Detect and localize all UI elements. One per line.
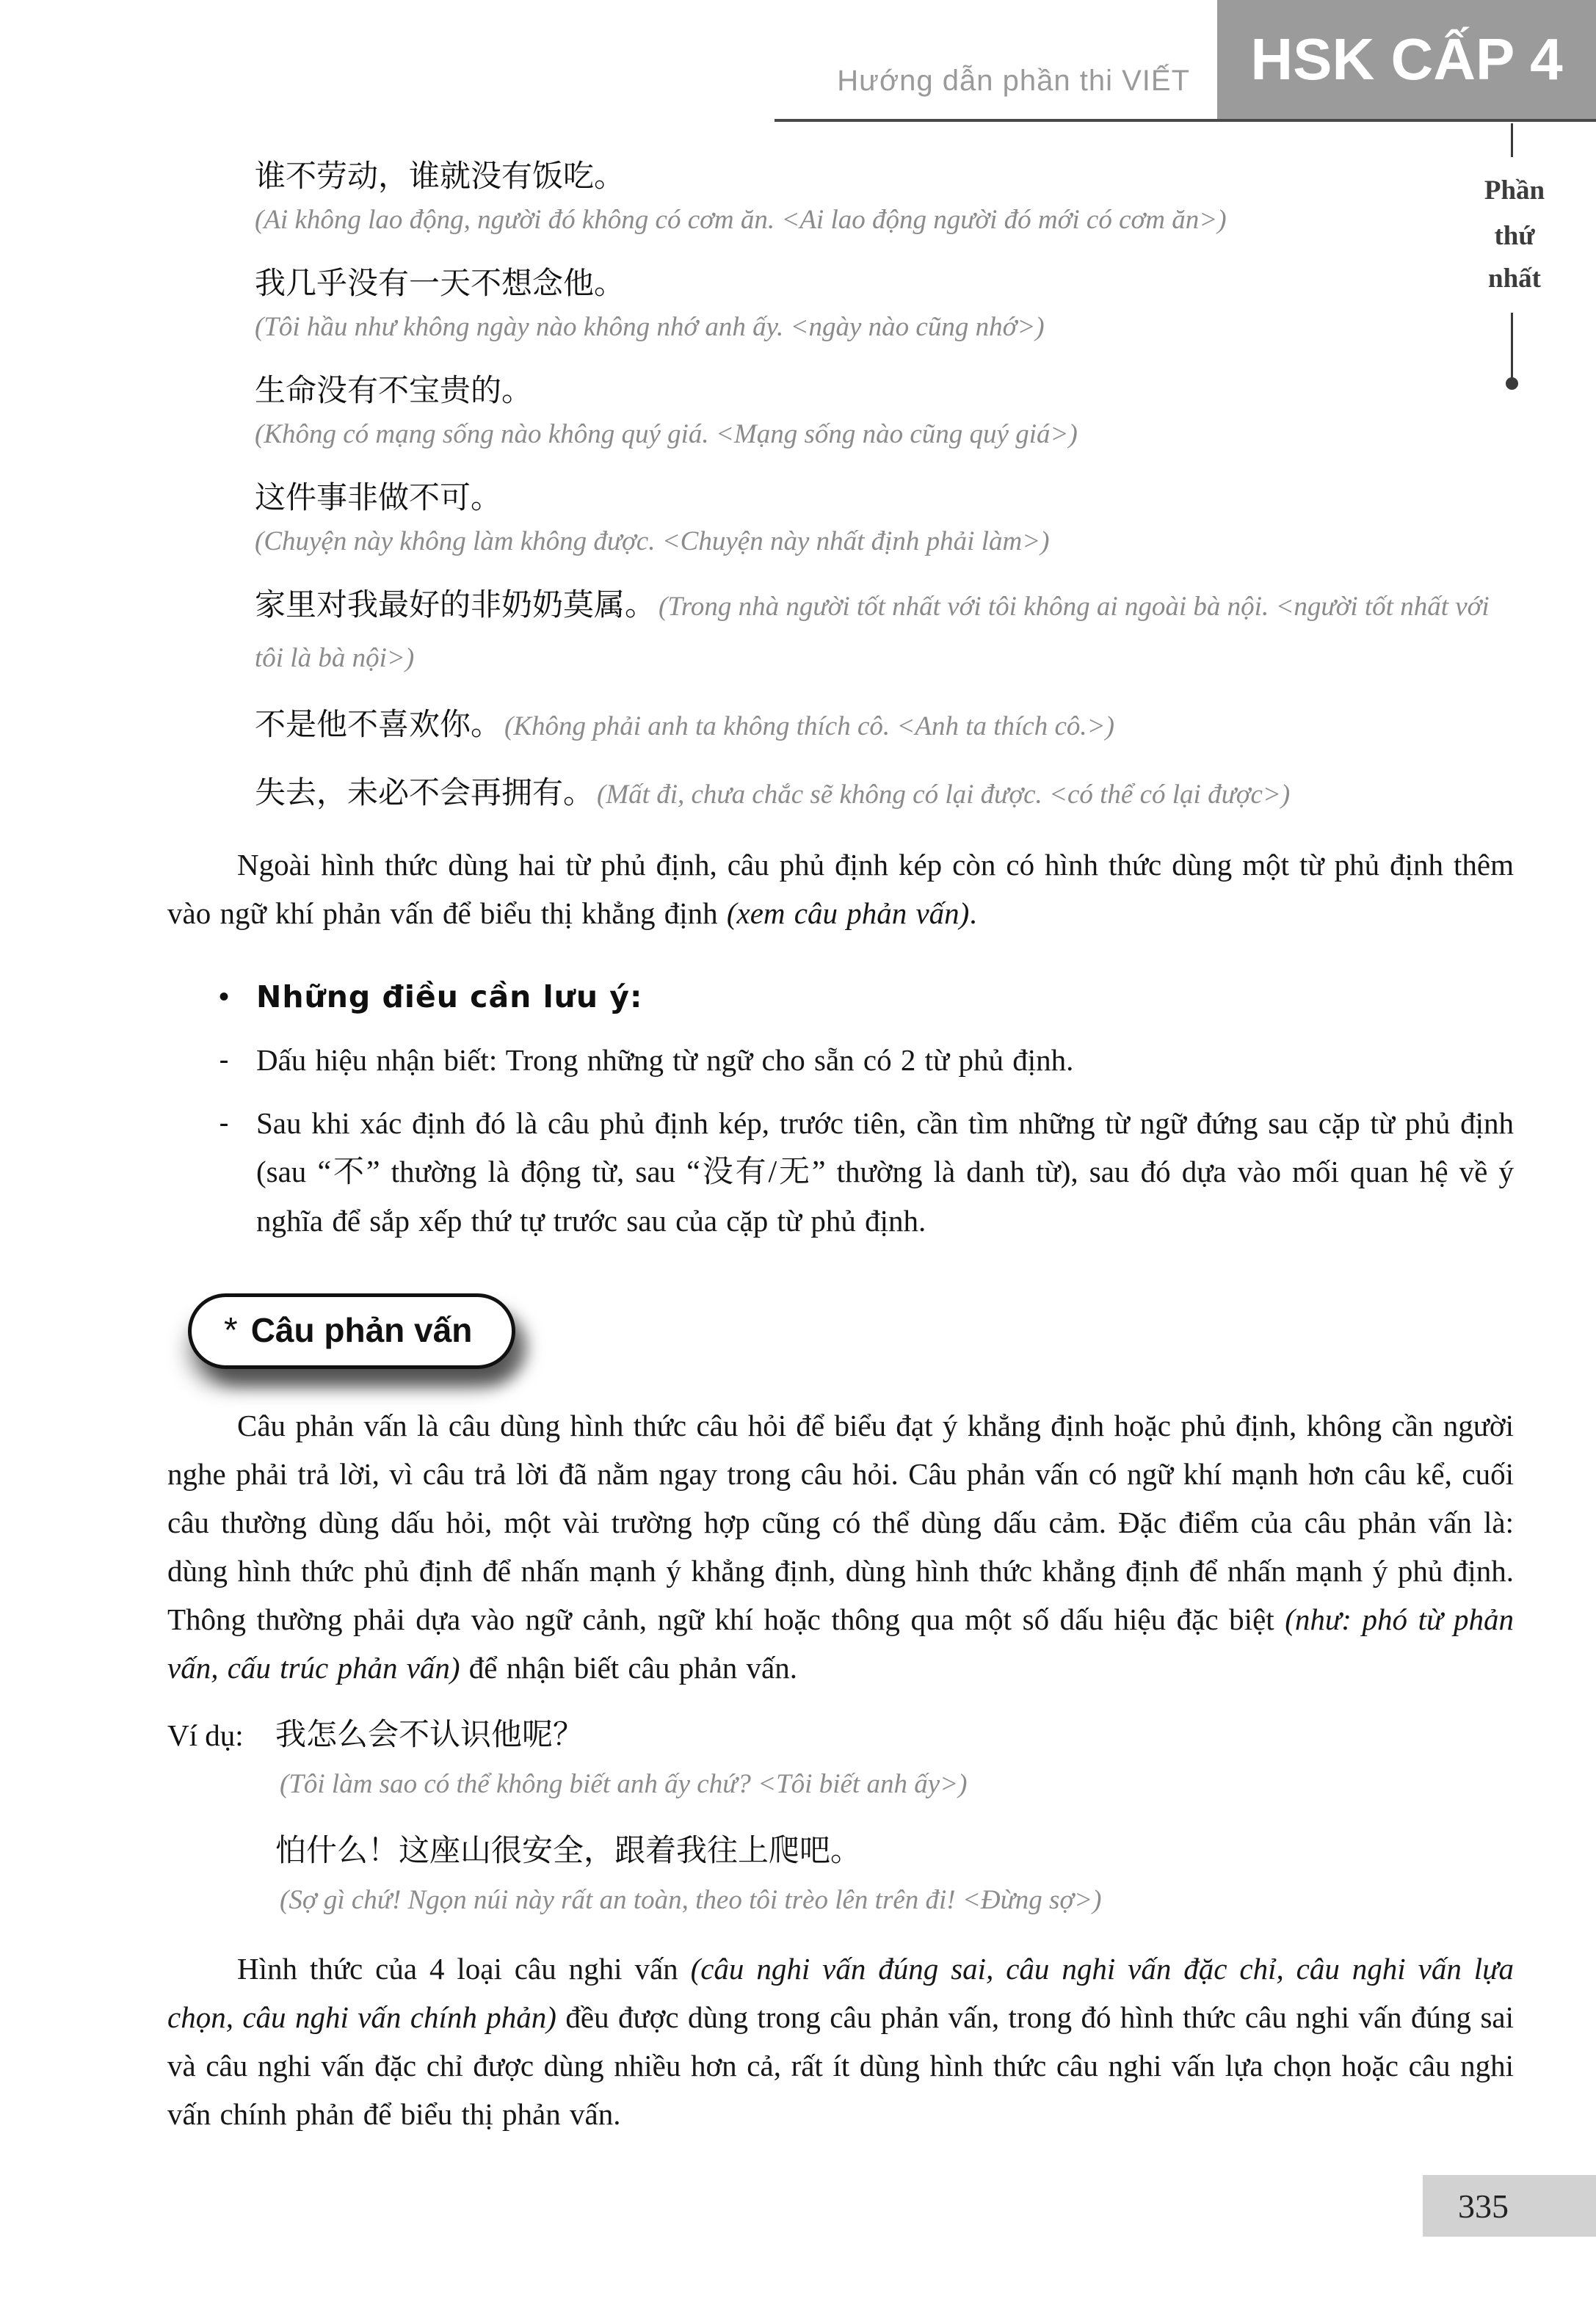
vietnamese-translation: (Tôi làm sao có thể không biết anh ấy chứ? <Tôi biết anh ấy>) — [280, 1769, 968, 1799]
sidebar-part-label: thứ — [1494, 221, 1535, 251]
note-text-part: thường là danh từ), sau đó dựa vào mối quan hệ về ý nghĩa để sắp xếp thứ tự trước sau của cặp từ phủ định. — [256, 1155, 1514, 1238]
paragraph-italic-note: (xem câu phản vấn) — [726, 896, 970, 930]
example-sentence — [255, 584, 1514, 688]
header-rule — [775, 119, 1596, 122]
section-title: Câu phản vấn — [250, 1311, 473, 1349]
sidebar-tick-line-top — [1511, 123, 1513, 157]
paragraph-italic-note: (như: phó từ phản vấn, cấu trúc phản vấn) — [167, 1602, 1514, 1685]
vietnamese-translation: (Ai không lao động, người đó không có cơm ăn. <Ai lao động người đó mới có cơm ăn>) — [255, 205, 1227, 235]
paragraph-text: Hình thức của 4 loại câu nghi vấn — [237, 1952, 691, 1986]
vidu-label: Ví dụ: — [167, 1718, 244, 1752]
paragraph-text: . — [969, 896, 977, 930]
bullet-icon: • — [218, 981, 229, 1013]
example-sentence — [255, 704, 1514, 756]
paragraph-text: để nhận biết câu phản vấn. — [460, 1651, 797, 1685]
chinese-term: “没有/无” — [686, 1155, 826, 1189]
chinese-sentence: 家里对我最好的非奶奶莫属。 — [255, 589, 656, 622]
chinese-sentence: 我怎么会不认识他呢？ — [275, 1718, 584, 1752]
paragraph-text: Câu phản vấn là câu dùng hình thức câu hỏi để biểu đạt ý khẳng định hoặc phủ định, không cần người nghe phải trả lời, vì câu trả lời đã nằm ngay trong câu hỏi. Câu phản vấn có ngữ khí mạnh hơn câu kể, cuối câu thường dùng dấu hỏi, một vài trường hợp cũng có thể dùng dấu cảm. Đặc điểm của câu phản vấn là: dùng hình thức phủ định để nhấn mạnh ý khẳng định, dùng hình thức khẳng định để nhấn mạnh ý phủ định. Thông thường phải dựa vào ngữ cảnh, ngữ khí hoặc thông qua một số dấu hiệu đặc biệt — [167, 1409, 1514, 1636]
paragraph-question-forms — [167, 1944, 1514, 2138]
note-text-part: thường là động từ, sau — [380, 1155, 687, 1188]
chinese-sentence: 不是他不喜欢你。 — [255, 708, 502, 742]
dash-icon: - — [219, 1044, 229, 1076]
chinese-sentence: 这件事非做不可。 — [255, 482, 502, 515]
notes-heading: Những điều cần lưu ý: — [256, 979, 643, 1014]
note-item — [167, 1036, 1514, 1084]
vietnamese-translation: (Không có mạng sống nào không quý giá. <Mạng sống nào cũng quý giá>) — [255, 419, 1078, 449]
sidebar-part-label: Phần — [1484, 175, 1545, 206]
paragraph-text: đều được dùng trong câu phản vấn, trong đó hình thức câu nghi vấn đúng sai và câu nghi vấn đặc chỉ được dùng nhiều hơn cả, rất ít dùng hình thức câu nghi vấn lựa chọn hoặc câu nghi vấn chính phản để biểu thị phản vấn. — [167, 2000, 1514, 2131]
chinese-sentence: 怕什么！这座山很安全，跟着我往上爬吧。 — [275, 1834, 862, 1868]
example-sentence — [255, 156, 1514, 242]
note-text: Dấu hiệu nhận biết: Trong những từ ngữ cho sẵn có 2 từ phủ định. — [256, 1043, 1074, 1077]
notes-heading-row — [167, 973, 1514, 1021]
main-content — [167, 156, 1514, 2138]
breadcrumb: Hướng dẫn phần thi VIẾT — [837, 65, 1190, 97]
paragraph-italic-note: (câu nghi vấn đúng sai, câu nghi vấn đặc chỉ, câu nghi vấn lựa chọn, câu nghi vấn chính phản) — [167, 1952, 1515, 2034]
paragraph-text: Ngoài hình thức dùng hai từ phủ định, câu phủ định kép còn có hình thức dùng một từ phủ định thêm vào ngữ khí phản vấn để biểu thị khẳng định — [167, 848, 1514, 930]
chinese-sentence: 生命没有不宝贵的。 — [255, 374, 533, 408]
vietnamese-translation: (Mất đi, chưa chắc sẽ không có lại được. <có thể có lại được>) — [597, 780, 1291, 810]
page-number: 335 — [1458, 2187, 1509, 2225]
vietnamese-translation: (Chuyện này không làm không được. <Chuyện này nhất định phải làm>) — [255, 526, 1050, 556]
vietnamese-translation: (Không phải anh ta không thích cô. <Anh ta thích cô.>) — [504, 711, 1114, 741]
chinese-term: “不” — [317, 1155, 380, 1189]
chinese-sentence: 我几乎没有一天不想念他。 — [255, 267, 625, 301]
dash-icon: - — [219, 1107, 229, 1139]
sidebar-part-label: nhất — [1488, 264, 1541, 294]
example-sentence — [255, 370, 1514, 457]
section-title-box — [188, 1293, 515, 1369]
vietnamese-translation: (Sợ gì chứ! Ngọn núi này rất an toàn, theo tôi trèo lên trên đi! <Đừng sợ>) — [280, 1885, 1102, 1915]
example-sentence — [255, 477, 1514, 564]
page-number-box — [1423, 2175, 1596, 2237]
paragraph-double-negation — [167, 840, 1514, 937]
note-text — [256, 1099, 1514, 1245]
vietnamese-translation: (Trong nhà người tốt nhất với tôi không ai ngoài bà nội. <người tốt nhất với tôi là bà nội>) — [255, 592, 1490, 673]
hsk-level-badge: HSK CẤP 4 — [1217, 0, 1596, 119]
chinese-sentence: 失去，未必不会再拥有。 — [255, 777, 595, 810]
asterisk-icon: * — [224, 1311, 238, 1350]
example-sentence — [255, 263, 1514, 349]
note-item — [167, 1099, 1514, 1245]
example-sentence — [255, 772, 1514, 824]
vietnamese-translation: (Tôi hầu như không ngày nào không nhớ anh ấy. <ngày nào cũng nhớ>) — [255, 312, 1045, 342]
notes-section — [167, 973, 1514, 1245]
paragraph-rhetorical-question — [167, 1401, 1514, 1692]
vidu-row — [167, 1711, 1514, 1760]
note-text-part: Sau khi xác định đó là câu phủ định kép, trước tiên, cần tìm những từ ngữ đứng sau cặp từ phủ định (sau — [256, 1106, 1514, 1188]
chinese-sentence: 谁不劳动，谁就没有饭吃。 — [255, 160, 625, 194]
